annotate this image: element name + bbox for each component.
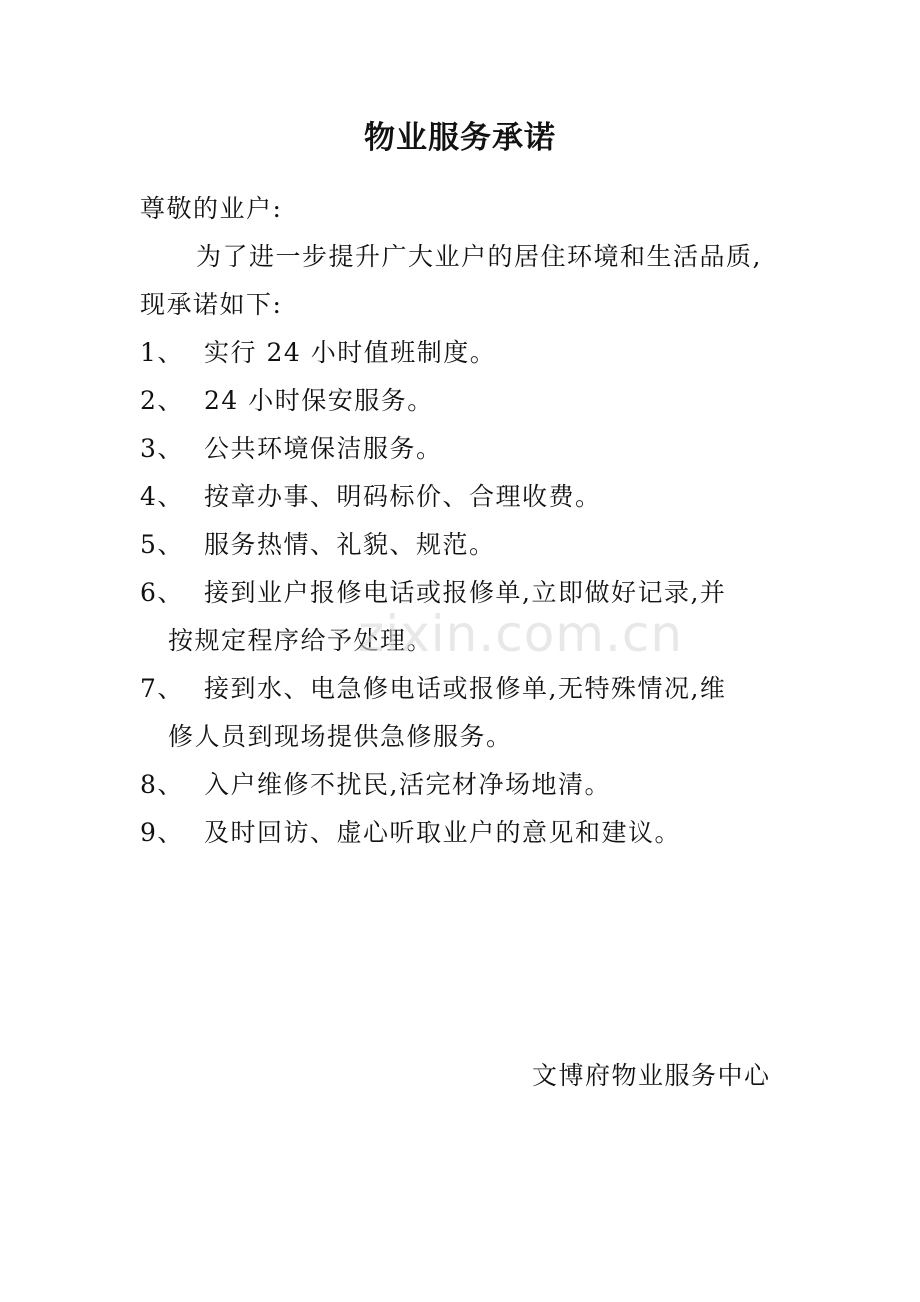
page-title: 物业服务承诺 bbox=[364, 120, 556, 156]
list-item-number: 4、 bbox=[140, 482, 184, 511]
list-item-text: 按章办事、明码标价、合理收费。 bbox=[204, 482, 602, 511]
list-item-9 bbox=[140, 813, 681, 853]
list-item-number: 2、 bbox=[140, 386, 184, 415]
list-item-text: 服务热情、礼貌、规范。 bbox=[204, 530, 496, 559]
list-item-7-continuation: 修人员到现场提供急修服务。 bbox=[168, 722, 513, 751]
list-item-5 bbox=[140, 525, 496, 565]
list-item-text: 24 小时保安服务。 bbox=[204, 386, 434, 415]
list-item-2 bbox=[140, 381, 434, 421]
list-item-text: 接到水、电急修电话或报修单,无特殊情况,维 bbox=[204, 674, 727, 703]
signature: 文博府物业服务中心 bbox=[532, 1061, 771, 1090]
salutation: 尊敬的业户: bbox=[140, 194, 283, 223]
list-item-3 bbox=[140, 429, 443, 469]
intro-line-2: 现承诺如下: bbox=[140, 290, 283, 319]
list-item-text: 及时回访、虚心听取业户的意见和建议。 bbox=[204, 818, 682, 847]
list-item-6-continuation: 按规定程序给予处理。 bbox=[168, 626, 434, 655]
list-item-1 bbox=[140, 333, 496, 373]
list-item-text: 公共环境保洁服务。 bbox=[204, 434, 443, 463]
list-item-number: 7、 bbox=[140, 674, 184, 703]
list-item-text: 实行 24 小时值班制度。 bbox=[204, 338, 497, 367]
watermark: zixin.com.cn bbox=[358, 605, 684, 663]
list-item-text: 入户维修不扰民,活完材净场地清。 bbox=[204, 770, 611, 799]
list-item-number: 8、 bbox=[140, 770, 184, 799]
list-item-number: 9、 bbox=[140, 818, 184, 847]
list-item-text: 接到业户报修电话或报修单,立即做好记录,并 bbox=[204, 578, 727, 607]
intro-line-1: 为了进一步提升广大业户的居住环境和生活品质, bbox=[196, 242, 762, 271]
list-item-number: 3、 bbox=[140, 434, 184, 463]
list-item-8 bbox=[140, 765, 611, 805]
list-item-4 bbox=[140, 477, 602, 517]
list-item-number: 5、 bbox=[140, 530, 184, 559]
list-item-number: 6、 bbox=[140, 578, 184, 607]
list-item-number: 1、 bbox=[140, 338, 184, 367]
list-item-7 bbox=[140, 669, 726, 709]
